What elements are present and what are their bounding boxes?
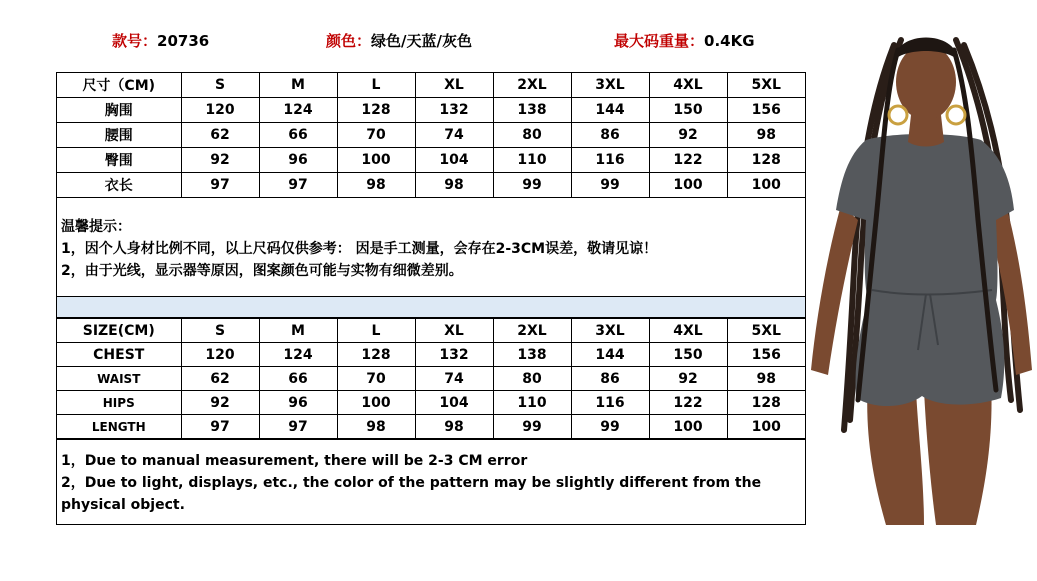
style-number-label: 款号： <box>112 32 158 50</box>
size-table-chinese <box>57 73 805 198</box>
measurement-cell: 74 <box>415 367 493 391</box>
measurement-cell: 97 <box>181 173 259 198</box>
row-label-cell: 衣长 <box>57 173 181 198</box>
row-label-cell: WAIST <box>57 367 181 391</box>
measurement-cell: 98 <box>337 415 415 439</box>
measurement-cell: 99 <box>571 173 649 198</box>
measurement-cell: 110 <box>493 148 571 173</box>
tips-en-line-2: 2，Due to light, displays, etc., the color of the pattern may be slightly different from the physical object. <box>61 475 762 513</box>
measurement-cell: 98 <box>727 123 805 148</box>
tips-en-line-1: 1，Due to manual measurement, there will be 2-3 CM error <box>61 453 528 469</box>
tips-line-2: 2，由于光线，显示器等原因，图案颜色可能与实物有细微差别。 <box>61 263 463 279</box>
measurement-cell: 74 <box>415 123 493 148</box>
tips-chinese <box>57 198 805 296</box>
header-cell-size: XL <box>415 319 493 343</box>
measurement-cell: 86 <box>571 123 649 148</box>
measurement-cell: 100 <box>727 173 805 198</box>
table-row <box>57 123 805 148</box>
header-cell-size: M <box>259 319 337 343</box>
measurement-cell: 66 <box>259 367 337 391</box>
table-row <box>57 148 805 173</box>
measurement-cell: 80 <box>493 367 571 391</box>
measurement-cell: 99 <box>493 173 571 198</box>
measurement-cell: 92 <box>649 367 727 391</box>
measurement-cell: 156 <box>727 343 805 367</box>
product-info-header <box>0 30 830 54</box>
measurement-cell: 100 <box>649 415 727 439</box>
header-cell-size: XL <box>415 73 493 98</box>
table-row <box>57 343 805 367</box>
table-row <box>57 367 805 391</box>
measurement-cell: 144 <box>571 98 649 123</box>
measurement-cell: 120 <box>181 98 259 123</box>
measurement-cell: 120 <box>181 343 259 367</box>
header-cell-size: 3XL <box>571 319 649 343</box>
measurement-cell: 138 <box>493 343 571 367</box>
table-row <box>57 391 805 415</box>
measurement-cell: 128 <box>727 148 805 173</box>
size-chart-sheet <box>56 72 806 525</box>
measurement-cell: 144 <box>571 343 649 367</box>
measurement-cell: 98 <box>337 173 415 198</box>
style-number-value: 20736 <box>157 32 210 50</box>
header-cell-size: 4XL <box>649 73 727 98</box>
measurement-cell: 99 <box>571 415 649 439</box>
header-cell-size: 2XL <box>493 73 571 98</box>
measurement-cell: 98 <box>415 173 493 198</box>
measurement-cell: 116 <box>571 391 649 415</box>
measurement-cell: 132 <box>415 343 493 367</box>
measurement-cell: 99 <box>493 415 571 439</box>
earring-left <box>889 106 907 124</box>
measurement-cell: 100 <box>727 415 805 439</box>
section-divider-band <box>57 296 805 318</box>
style-number <box>112 30 209 51</box>
measurement-cell: 96 <box>259 148 337 173</box>
header-cell-size: 5XL <box>727 319 805 343</box>
row-label-cell: 臀围 <box>57 148 181 173</box>
header-cell-size: 2XL <box>493 319 571 343</box>
table-row <box>57 98 805 123</box>
measurement-cell: 122 <box>649 148 727 173</box>
measurement-cell: 116 <box>571 148 649 173</box>
measurement-cell: 110 <box>493 391 571 415</box>
color-info <box>326 30 472 51</box>
measurement-cell: 98 <box>727 367 805 391</box>
header-cell-size: M <box>259 73 337 98</box>
tips-english <box>57 439 805 524</box>
measurement-cell: 128 <box>337 98 415 123</box>
measurement-cell: 92 <box>181 391 259 415</box>
measurement-cell: 104 <box>415 391 493 415</box>
row-label-cell: LENGTH <box>57 415 181 439</box>
header-cell-size: S <box>181 73 259 98</box>
color-label: 颜色： <box>326 32 372 50</box>
row-label-cell: 腰围 <box>57 123 181 148</box>
measurement-cell: 80 <box>493 123 571 148</box>
measurement-cell: 138 <box>493 98 571 123</box>
header-cell-size: L <box>337 73 415 98</box>
header-cell-size: 4XL <box>649 319 727 343</box>
table-header-row <box>57 319 805 343</box>
measurement-cell: 124 <box>259 343 337 367</box>
measurement-cell: 150 <box>649 343 727 367</box>
measurement-cell: 97 <box>259 415 337 439</box>
weight-label: 最大码重量： <box>614 32 705 50</box>
header-cell-size: 3XL <box>571 73 649 98</box>
row-label-cell: CHEST <box>57 343 181 367</box>
header-cell-unit: 尺寸（CM) <box>57 73 181 98</box>
measurement-cell: 92 <box>649 123 727 148</box>
tips-title: 温馨提示： <box>61 219 131 235</box>
measurement-cell: 62 <box>181 367 259 391</box>
measurement-cell: 156 <box>727 98 805 123</box>
color-value: 绿色/天蓝/灰色 <box>371 32 472 50</box>
measurement-cell: 97 <box>259 173 337 198</box>
measurement-cell: 128 <box>727 391 805 415</box>
model-photo <box>806 20 1037 530</box>
measurement-cell: 98 <box>415 415 493 439</box>
measurement-cell: 70 <box>337 367 415 391</box>
measurement-cell: 132 <box>415 98 493 123</box>
measurement-cell: 66 <box>259 123 337 148</box>
weight-info <box>614 30 755 51</box>
measurement-cell: 97 <box>181 415 259 439</box>
earring-right <box>947 106 965 124</box>
measurement-cell: 122 <box>649 391 727 415</box>
measurement-cell: 100 <box>337 148 415 173</box>
measurement-cell: 124 <box>259 98 337 123</box>
table-header-row <box>57 73 805 98</box>
measurement-cell: 150 <box>649 98 727 123</box>
measurement-cell: 70 <box>337 123 415 148</box>
measurement-cell: 100 <box>337 391 415 415</box>
measurement-cell: 100 <box>649 173 727 198</box>
measurement-cell: 128 <box>337 343 415 367</box>
measurement-cell: 104 <box>415 148 493 173</box>
header-cell-size: 5XL <box>727 73 805 98</box>
size-table-english <box>57 318 805 439</box>
measurement-cell: 92 <box>181 148 259 173</box>
row-label-cell: HIPS <box>57 391 181 415</box>
row-label-cell: 胸围 <box>57 98 181 123</box>
tips-line-1: 1，因个人身材比例不同，以上尺码仅供参考： 因是手工测量，会存在2-3CM误差，敬请见谅！ <box>61 241 658 257</box>
measurement-cell: 62 <box>181 123 259 148</box>
header-cell-size: S <box>181 319 259 343</box>
table-row <box>57 173 805 198</box>
measurement-cell: 86 <box>571 367 649 391</box>
header-cell-size: L <box>337 319 415 343</box>
table-row <box>57 415 805 439</box>
weight-value: 0.4KG <box>704 32 755 50</box>
measurement-cell: 96 <box>259 391 337 415</box>
header-cell-unit: SIZE(CM) <box>57 319 181 343</box>
